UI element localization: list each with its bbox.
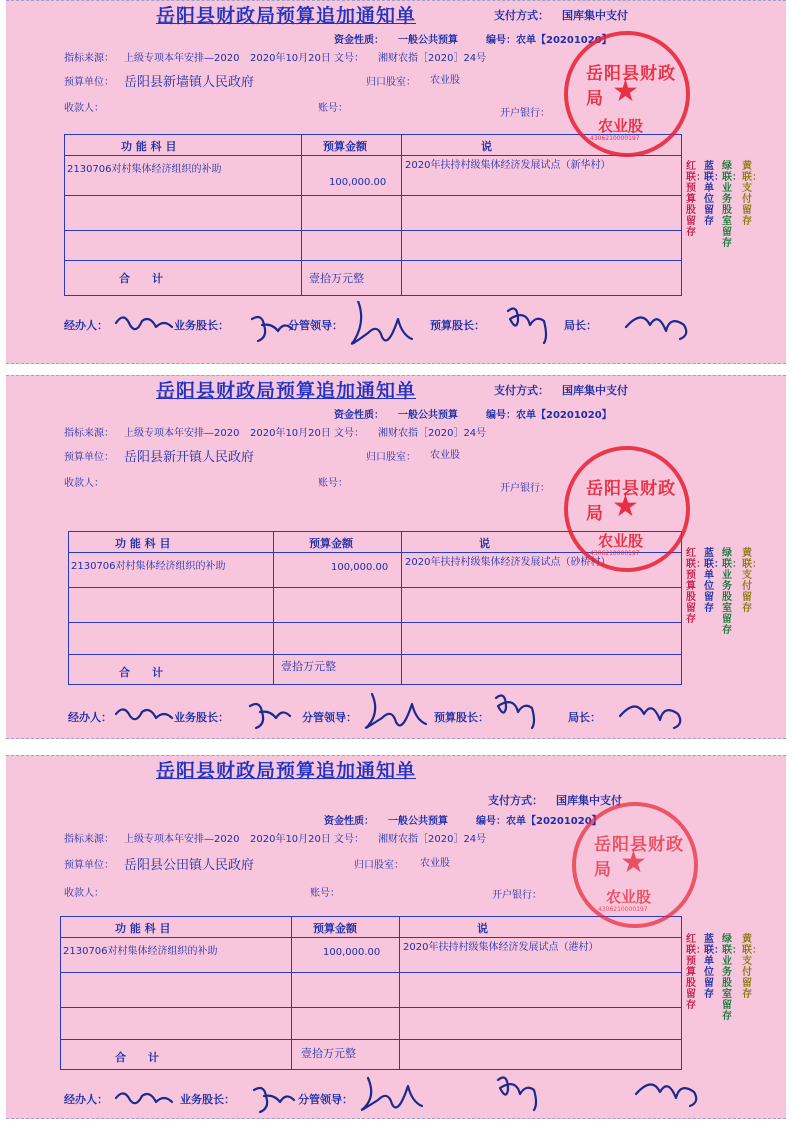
row-amount: 100,000.00 — [329, 177, 387, 188]
leader-label: 分管领导： — [298, 1093, 353, 1106]
official-seal: 岳阳县财政局 ★ 农业股 4306210000197 — [564, 446, 690, 572]
source: 上级专项本年安排—2020 — [124, 53, 240, 64]
col-desc: 说 — [481, 140, 492, 153]
doc-no-label: 编号： — [486, 35, 516, 46]
leader-label: 分管领导： — [302, 711, 357, 724]
account-label: 账号： — [318, 103, 348, 114]
fund-nature: 一般公共预算 — [388, 816, 448, 827]
doc-no: 农单【20201020】 — [516, 35, 612, 46]
signatures — [110, 686, 730, 738]
side-red: 红联：预算股留存 — [686, 934, 706, 1011]
row-subject: 2130706对村集体经济组织的补助 — [63, 946, 218, 957]
guikou: 农业股 — [430, 450, 460, 461]
guikou: 农业股 — [420, 858, 450, 869]
guikou-label: 归口股室： — [354, 860, 404, 871]
row-amount: 100,000.00 — [323, 947, 381, 958]
official-seal: 岳阳县财政局 ★ 农业股 4306210000197 — [572, 802, 698, 928]
leader-label: 分管领导： — [288, 319, 343, 332]
director-label: 局长： — [568, 711, 601, 724]
wenhao-label: 文号： — [334, 53, 364, 64]
budget-unit: 岳阳县公田镇人民政府 — [124, 858, 255, 873]
side-red: 红联：预算股留存 — [686, 548, 706, 625]
source: 上级专项本年安排—2020 — [124, 428, 240, 439]
pay-method-label: 支付方式： — [494, 384, 549, 397]
pay-method: 国库集中支付 — [556, 794, 622, 807]
total-label: 合 计 — [119, 272, 163, 285]
notice-form-3 — [6, 755, 786, 1119]
guikou-label: 归口股室： — [366, 77, 416, 88]
doc-no-label: 编号： — [486, 410, 516, 421]
pay-method: 国库集中支付 — [562, 9, 628, 22]
payee-label: 收款人： — [64, 888, 104, 899]
fund-nature-label: 资金性质： — [324, 816, 374, 827]
side-blue: 蓝联：单位留存 — [704, 548, 724, 614]
side-red: 红联：预算股留存 — [686, 161, 706, 238]
col-amount: 预算金额 — [309, 537, 353, 550]
bank-label: 开户银行： — [500, 108, 550, 119]
unit-label: 预算单位： — [64, 452, 114, 463]
signatures — [106, 301, 726, 361]
col-amount: 预算金额 — [313, 922, 357, 935]
pay-method-label: 支付方式： — [494, 9, 549, 22]
handler-label: 经办人： — [64, 319, 108, 332]
handler-label: 经办人： — [64, 1093, 108, 1106]
col-subject: 功 能 科 目 — [115, 922, 171, 935]
doc-no: 农单【20201020】 — [516, 410, 612, 421]
total-value: 壹拾万元整 — [301, 1047, 356, 1060]
wenhao: 湘财农指［2020］24号 — [378, 53, 487, 64]
payee-label: 收款人： — [64, 478, 104, 489]
row-subject: 2130706对村集体经济组织的补助 — [67, 164, 222, 175]
section-chief-label: 业务股长： — [174, 711, 229, 724]
col-subject: 功 能 科 目 — [121, 140, 177, 153]
side-yellow: 黄联：支付留存 — [742, 161, 762, 227]
unit-label: 预算单位： — [64, 77, 114, 88]
wenhao-label: 文号： — [334, 834, 364, 845]
date: 2020年10月20日 — [250, 428, 331, 439]
bank-label: 开户银行： — [500, 483, 550, 494]
side-yellow: 黄联：支付留存 — [742, 548, 762, 614]
detail-table — [60, 916, 682, 1070]
form-title: 岳阳县财政局预算追加通知单 — [156, 380, 417, 402]
wenhao: 湘财农指［2020］24号 — [378, 834, 487, 845]
side-green: 绿联：业务股室留存 — [722, 548, 742, 636]
side-green: 绿联：业务股室留存 — [722, 934, 742, 1022]
bank-label: 开户银行： — [492, 890, 542, 901]
row-desc: 2020年扶持村级集体经济发展试点（港村） — [403, 942, 599, 953]
side-yellow: 黄联：支付留存 — [742, 934, 762, 1000]
source-label: 指标来源： — [64, 428, 114, 439]
total-label: 合 计 — [115, 1051, 159, 1064]
handler-label: 经办人： — [68, 711, 112, 724]
row-subject: 2130706对村集体经济组织的补助 — [71, 561, 226, 572]
side-blue: 蓝联：单位留存 — [704, 934, 724, 1000]
row-amount: 100,000.00 — [331, 562, 389, 573]
date: 2020年10月20日 — [250, 834, 331, 845]
official-seal: 岳阳县财政局 ★ 农业股 4306210000197 — [564, 31, 690, 157]
side-green: 绿联：业务股室留存 — [722, 161, 742, 249]
col-desc: 说 — [479, 537, 490, 550]
guikou: 农业股 — [430, 75, 460, 86]
section-chief-label: 业务股长： — [180, 1093, 235, 1106]
doc-no-label: 编号： — [476, 816, 506, 827]
col-subject: 功 能 科 目 — [115, 537, 171, 550]
wenhao-label: 文号： — [334, 428, 364, 439]
pay-method-label: 支付方式： — [488, 794, 543, 807]
budget-chief-label: 预算股长： — [434, 711, 489, 724]
payee-label: 收款人： — [64, 103, 104, 114]
budget-unit: 岳阳县新墙镇人民政府 — [124, 75, 255, 90]
row-desc: 2020年扶持村级集体经济发展试点（新华村） — [405, 160, 611, 171]
fund-nature: 一般公共预算 — [398, 410, 458, 421]
account-label: 账号： — [318, 478, 348, 489]
budget-unit: 岳阳县新开镇人民政府 — [124, 450, 255, 465]
form-title: 岳阳县财政局预算追加通知单 — [156, 760, 417, 782]
pay-method: 国库集中支付 — [562, 384, 628, 397]
wenhao: 湘财农指［2020］24号 — [378, 428, 487, 439]
guikou-label: 归口股室： — [366, 452, 416, 463]
budget-chief-label: 预算股长： — [430, 319, 485, 332]
director-label: 局长： — [564, 319, 597, 332]
source: 上级专项本年安排—2020 — [124, 834, 240, 845]
doc-no: 农单【20201020】 — [506, 816, 602, 827]
fund-nature: 一般公共预算 — [398, 35, 458, 46]
fund-nature-label: 资金性质： — [334, 35, 384, 46]
row-desc: 2020年扶持村级集体经济发展试点（砂桥村） — [405, 557, 611, 568]
form-title: 岳阳县财政局预算追加通知单 — [156, 5, 417, 27]
notice-form-2 — [6, 375, 786, 739]
signatures — [106, 1068, 726, 1118]
total-value: 壹拾万元整 — [281, 660, 336, 673]
col-desc: 说 — [477, 922, 488, 935]
unit-label: 预算单位： — [64, 860, 114, 871]
source-label: 指标来源： — [64, 53, 114, 64]
fund-nature-label: 资金性质： — [334, 410, 384, 421]
detail-table — [64, 134, 682, 296]
section-chief-label: 业务股长： — [174, 319, 229, 332]
total-value: 壹拾万元整 — [309, 272, 364, 285]
side-blue: 蓝联：单位留存 — [704, 161, 724, 227]
date: 2020年10月20日 — [250, 53, 331, 64]
source-label: 指标来源： — [64, 834, 114, 845]
account-label: 账号： — [310, 888, 340, 899]
total-label: 合 计 — [119, 666, 163, 679]
notice-form-1 — [6, 0, 786, 364]
col-amount: 预算金额 — [323, 140, 367, 153]
